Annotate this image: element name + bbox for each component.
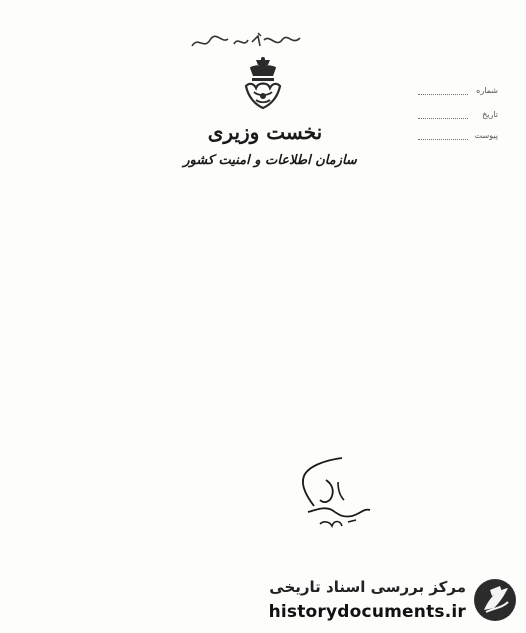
document-archive-icon bbox=[472, 576, 518, 624]
handwritten-signature bbox=[280, 452, 390, 542]
meta-fill-line bbox=[418, 139, 468, 140]
letter-line bbox=[36, 366, 488, 390]
meta-label: شماره bbox=[476, 86, 498, 95]
org-name-secondary: سازمان اطلاعات و امنیت کشور bbox=[183, 153, 357, 168]
letter-line bbox=[36, 295, 488, 319]
meta-field-number bbox=[418, 86, 498, 98]
letter-line bbox=[36, 342, 488, 366]
letter-line bbox=[36, 390, 488, 414]
meta-field-date bbox=[418, 110, 498, 122]
meta-fill-line bbox=[418, 118, 468, 119]
meta-label: پیوست bbox=[474, 131, 498, 140]
letter-line bbox=[36, 272, 488, 296]
letter-body bbox=[36, 248, 488, 460]
meta-label: تاریخ bbox=[482, 110, 498, 119]
letter-line bbox=[36, 413, 488, 437]
letter-line bbox=[36, 437, 488, 461]
watermark-title: مرکز بررسی اسناد تاریخی bbox=[269, 578, 466, 596]
meta-fill-line bbox=[418, 94, 468, 95]
meta-field-attachment bbox=[418, 131, 498, 143]
watermark-url: historydocuments.ir bbox=[268, 602, 466, 622]
crown-emblem-icon bbox=[240, 56, 286, 118]
org-name-primary: نخست وزیری bbox=[207, 120, 323, 144]
handwritten-note-top bbox=[188, 30, 306, 54]
archive-watermark bbox=[226, 572, 526, 632]
letter-line bbox=[36, 319, 488, 343]
letter-line bbox=[36, 248, 488, 272]
